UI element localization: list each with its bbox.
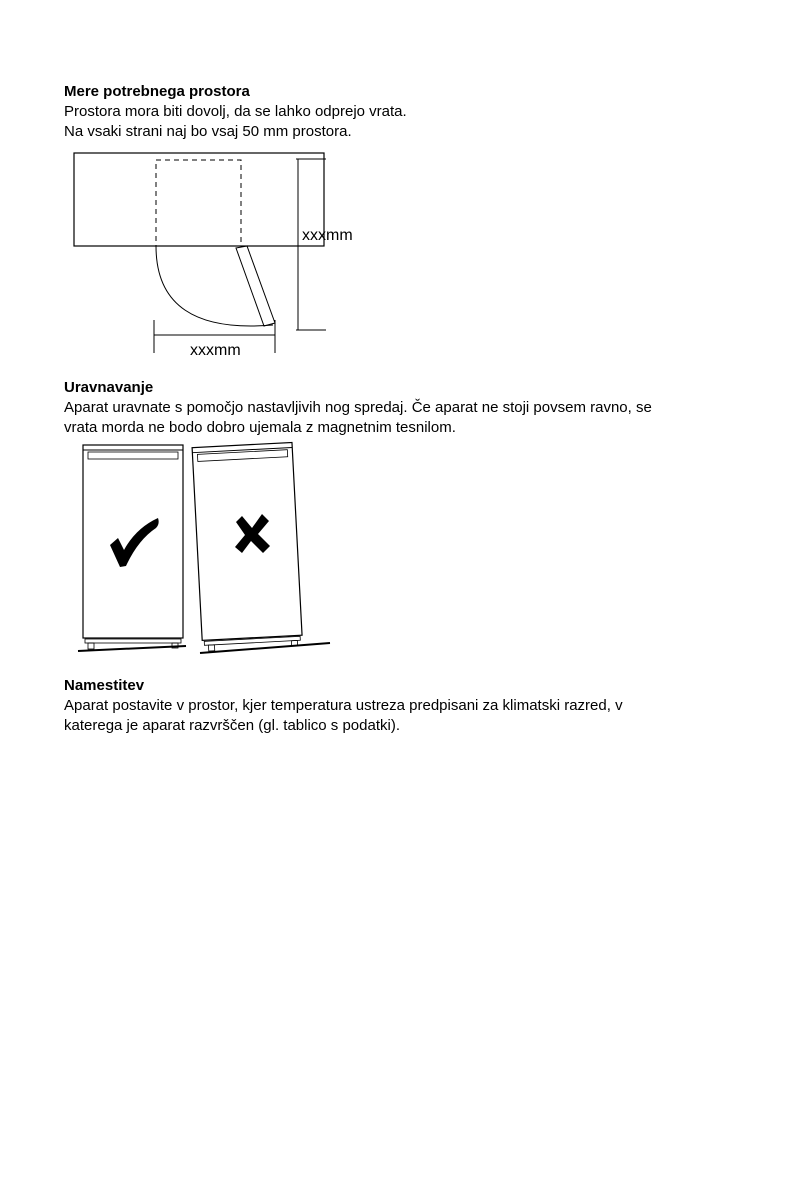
section-text-leveling-line-1: Aparat uravnate s pomočjo nastavljivih nog spredaj. Če aparat ne stoji povsem ravno, se: [64, 399, 652, 416]
depth-dimension-label: xxxmm: [302, 227, 353, 244]
section-text-space-line-1: Prostora mora biti dovolj, da se lahko odprejo vrata.: [64, 103, 407, 120]
section-heading-leveling: Uravnavanje: [64, 379, 154, 396]
section-text-space-line-2: Na vsaki strani naj bo vsaj 50 mm prostora.: [64, 123, 352, 140]
opened-door: [236, 246, 275, 326]
leveling-diagram: [76, 440, 336, 660]
cross-icon: [235, 514, 270, 553]
level-appliance: [78, 445, 186, 651]
width-dimension-label: xxxmm: [190, 342, 241, 359]
door-swing-arc: [156, 246, 273, 326]
section-text-placement-line-1: Aparat postavite v prostor, kjer temperatura ustreza predpisani za klimatski razred, v: [64, 697, 623, 714]
checkmark-icon: [110, 518, 159, 567]
door-position-dashed: [156, 160, 241, 246]
section-text-placement-line-2: katerega je aparat razvrščen (gl. tablico s podatki).: [64, 717, 400, 734]
section-heading-placement: Namestitev: [64, 677, 145, 694]
tilted-appliance: [192, 442, 303, 651]
section-text-leveling-line-2: vrata morda ne bodo dobro ujemala z magnetnim tesnilom.: [64, 419, 456, 436]
space-requirement-diagram: [60, 145, 380, 360]
appliance-outline: [74, 153, 324, 246]
section-heading-space: Mere potrebnega prostora: [64, 83, 250, 100]
